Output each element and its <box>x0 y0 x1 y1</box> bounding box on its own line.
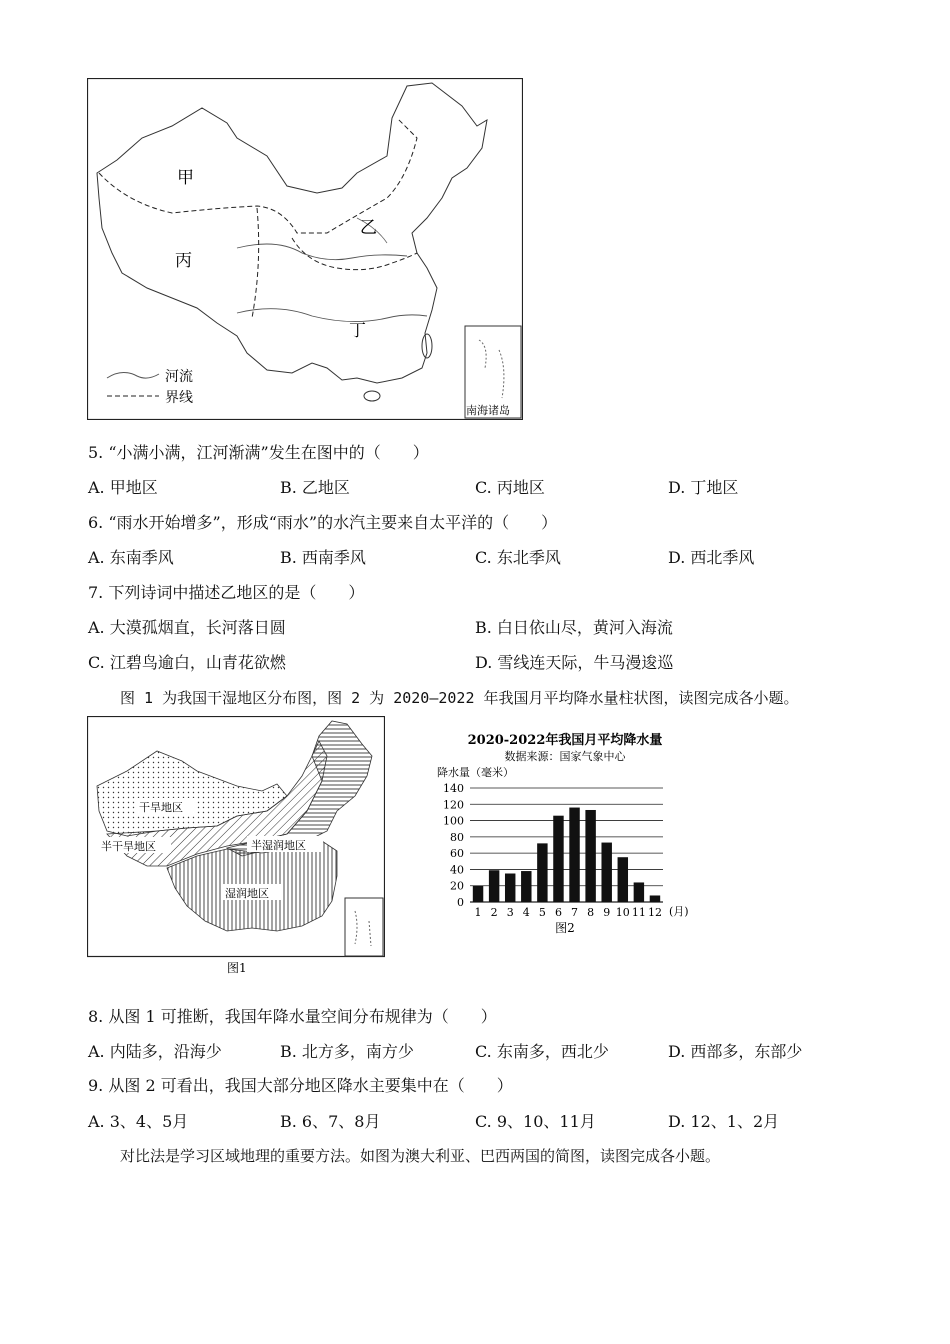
humid-region-label: 湿润地区 <box>225 887 269 900</box>
q7-option-c[interactable]: C. 江碧鸟逾白，山青花欲燃 <box>88 653 286 672</box>
y-tick-label: 60 <box>450 847 464 861</box>
chart-subtitle: 数据来源：国家气象中心 <box>504 750 626 763</box>
intro-paragraph-1: 图 1 为我国干湿地区分布图，图 2 为 2020—2022 年我国月平均降水量柱状图，读图完成各小题。 <box>120 689 799 707</box>
inset-label: 南海诸岛 <box>466 404 510 417</box>
precipitation-chart-figure <box>425 728 705 943</box>
q6-option-a[interactable]: A. 东南季风 <box>88 548 174 567</box>
question-6: 6. “雨水开始增多”，形成“雨水”的水汽主要来自太平洋的（ ） <box>88 513 558 532</box>
y-tick-label: 0 <box>457 896 464 909</box>
region-label-jia: 甲 <box>177 168 194 188</box>
q8-option-b[interactable]: B. 北方多，南方少 <box>280 1042 414 1061</box>
chart-ylabel: 降水量（毫米） <box>437 766 514 779</box>
x-tick-label: 1 <box>474 906 482 919</box>
arid-region-label: 干旱地区 <box>139 801 183 814</box>
q7-option-b[interactable]: B. 白日依山尽，黄河入海流 <box>475 618 673 637</box>
figure-1-caption: 图1 <box>227 961 247 975</box>
q6-option-d[interactable]: D. 西北季风 <box>668 548 755 567</box>
q8-option-d[interactable]: D. 西部多，东部少 <box>668 1042 803 1061</box>
question-5: 5. “小满小满，江河渐满”发生在图中的（ ） <box>88 443 429 462</box>
chart-title: 2020-2022年我国月平均降水量 <box>467 733 663 748</box>
x-tick-label: 11 <box>631 906 646 919</box>
q5-option-a[interactable]: A. 甲地区 <box>88 478 158 497</box>
intro-paragraph-2: 对比法是学习区域地理的重要方法。如图为澳大利亚、巴西两国的简图，读图完成各小题。 <box>120 1147 721 1165</box>
x-tick-label: 10 <box>615 906 630 919</box>
bar-month-5 <box>537 843 547 902</box>
y-tick-label: 40 <box>450 863 464 877</box>
bar-month-9 <box>601 843 611 902</box>
q5-option-d[interactable]: D. 丁地区 <box>668 478 739 497</box>
bar-month-6 <box>553 816 563 902</box>
y-tick-label: 80 <box>450 830 464 844</box>
figure-2-caption: 图2 <box>555 921 575 935</box>
q8-option-a[interactable]: A. 内陆多，沿海少 <box>88 1042 222 1061</box>
q9-option-d[interactable]: D. 12、1、2月 <box>668 1112 780 1131</box>
x-tick-label: 2 <box>490 906 498 919</box>
question-7: 7. 下列诗词中描述乙地区的是（ ） <box>88 583 365 602</box>
q5-option-c[interactable]: C. 丙地区 <box>475 478 545 497</box>
semi-humid-region-label: 半湿润地区 <box>251 839 306 852</box>
dry-wet-map <box>87 716 385 978</box>
q8-option-c[interactable]: C. 东南多，西北少 <box>475 1042 609 1061</box>
q7-option-d[interactable]: D. 雪线连天际，牛马漫逡巡 <box>475 653 674 672</box>
x-tick-label: 8 <box>587 906 595 919</box>
x-tick-label: 5 <box>538 906 546 919</box>
bar-month-11 <box>634 882 644 902</box>
region-label-ding: 丁 <box>349 321 366 341</box>
x-tick-label: 6 <box>554 906 562 919</box>
precipitation-bar-chart <box>425 728 705 943</box>
bar-month-7 <box>569 808 579 902</box>
china-regions-map <box>87 78 523 420</box>
map-figure-regions <box>87 78 523 420</box>
bar-month-10 <box>618 857 628 902</box>
q6-option-b[interactable]: B. 西南季风 <box>280 548 366 567</box>
legend-river-label: 河流 <box>165 369 193 385</box>
region-label-yi: 乙 <box>360 218 377 238</box>
q7-option-a[interactable]: A. 大漠孤烟直，长河落日圆 <box>88 618 286 637</box>
question-9: 9. 从图 2 可看出，我国大部分地区降水主要集中在（ ） <box>88 1076 513 1095</box>
q6-option-c[interactable]: C. 东北季风 <box>475 548 561 567</box>
bar-month-2 <box>489 870 499 902</box>
x-tick-label: 7 <box>571 906 579 919</box>
y-tick-label: 120 <box>443 798 464 812</box>
bar-month-1 <box>473 886 483 902</box>
semi-arid-region-label: 半干旱地区 <box>101 840 156 853</box>
q9-option-b[interactable]: B. 6、7、8月 <box>280 1112 381 1131</box>
bar-month-8 <box>585 810 595 902</box>
x-tick-label: 3 <box>506 906 514 919</box>
chart-xlabel: (月) <box>669 905 689 918</box>
region-label-bing: 丙 <box>175 251 192 271</box>
q9-option-c[interactable]: C. 9、10、11月 <box>475 1112 596 1131</box>
x-tick-label: 12 <box>647 906 662 919</box>
y-tick-label: 140 <box>443 782 464 795</box>
bar-month-3 <box>505 874 515 903</box>
y-tick-label: 20 <box>450 879 464 893</box>
x-tick-label: 9 <box>603 906 611 919</box>
bar-month-12 <box>650 895 660 902</box>
map-figure-dry-wet <box>87 716 385 978</box>
x-tick-label: 4 <box>522 906 530 919</box>
question-8: 8. 从图 1 可推断，我国年降水量空间分布规律为（ ） <box>88 1007 497 1026</box>
q5-option-b[interactable]: B. 乙地区 <box>280 478 350 497</box>
q9-option-a[interactable]: A. 3、4、5月 <box>88 1112 189 1131</box>
y-tick-label: 100 <box>443 814 464 828</box>
legend-boundary-label: 界线 <box>165 390 193 406</box>
bar-month-4 <box>521 871 531 902</box>
